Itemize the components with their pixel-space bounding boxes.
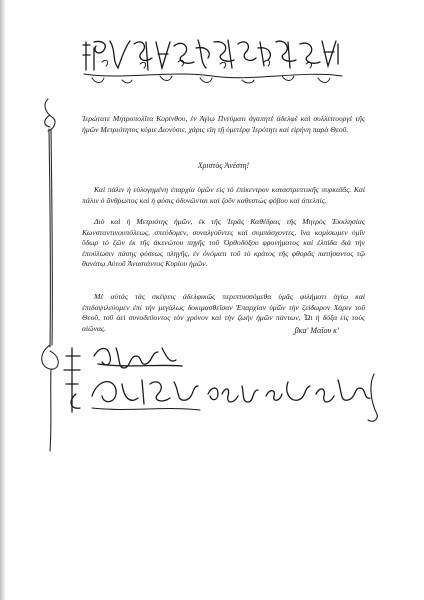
letter-paragraph-1: Καὶ πάλιν ἡ εὐλογημένη ἐπαρχία ὑμῶν εἰς τὸ ἐπίκεντρον καταστρεπτικῆς πυρκαϊᾶς. Καὶ πάλιν ὁ ἄνθρωπος καὶ ἡ φύσις ὀδυνῶνται καὶ ζοῦν καθεστὼς φόβου καὶ ἀπελπίς.: [82, 185, 365, 205]
patriarchal-header-monogram: [82, 36, 344, 86]
letter-salutation: Ἱερώτατε Μητροπολῖτα Κορίνθου, ἐν Ἁγίῳ Πνεύματι ἀγαπητὲ ἀδελφὲ καὶ συλλειτουργὲ τῆς ἡμῶν Μετριότητος κύριε Διονύσιε, χάρις εἴη τῇ ὑμετέρᾳ Ἱερότητι καὶ εἰρήνη παρὰ Θεοῦ.: [82, 114, 365, 134]
letter-paragraph-3: Μὲ αὐτὰς τὰς σκέψεις ἀδελφικῶς περιπτυσσόμεθα ὑμᾶς φιλήματι ἁγίῳ καὶ ἐπιδαψιλεύομεν ἐπὶ τὴν μεγάλως δοκιμασθεῖσαν Ἐπαρχίαν ὑμῶν τὴν ζείδωρον Χάριν τοῦ Θεοῦ, τοῦ ἀεὶ συνοδεύοντος τὸν χρόνον καὶ τὴν ζωὴν ἡμῶν πάντων, Ὧι ἡ δόξα εἰς τοὺς αἰῶνας.: [82, 292, 365, 333]
letter-paragraph-2: Διὸ καὶ ἡ Μετριότης ἡμῶν, ἐκ τῆς Ἱερᾶς Καθέδρας τῆς Μητρὸς Ἐκκλησίας Κωνσταντινουπόλεως, σπεύδομεν, συναλγοῦντες καὶ συμπάσχοντες, ἵνα κομίσωμεν ὑμῖν ὕδωρ τὸ ζῶν ἐκ τῆς ἀκενώτου πηγῆς τοῦ Ὀρθοδόξου φρονήματος καὶ ἐλπίδα διὰ τὴν ἐπούλωσιν πάσης φύσεως πληγῆς, ἐν ὀνόματι τοῦ τὸ κράτος τῆς φθορᾶς πατήσαντος τῷ θανάτῳ Αὐτοῦ Ἀναστάντος Κυρίου ἡμῶν.: [82, 217, 365, 269]
paschal-greeting-heading: Χριστὸς Ἀνέστη!: [197, 161, 250, 170]
handwritten-signature: [58, 334, 388, 432]
scan-edge-shadow: [0, 0, 6, 600]
letter-date: ͵βκα' Μαΐου κ': [292, 326, 339, 335]
